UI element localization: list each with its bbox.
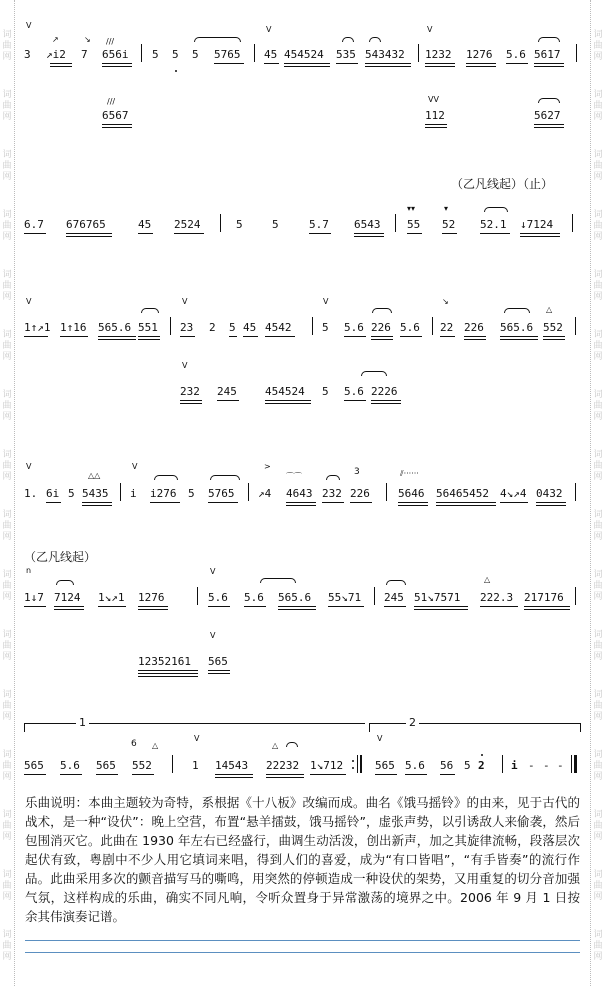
bar-line — [248, 483, 249, 501]
tuplet-mark: 3 — [354, 467, 360, 477]
tremolo-mark: ⫽······ — [400, 469, 419, 478]
watermark-glyph: 词 — [2, 630, 12, 640]
accent-mark: > — [264, 462, 271, 471]
volta-number: 1 — [76, 716, 89, 729]
bar-line — [374, 587, 375, 605]
note-group: 5.6 — [506, 48, 526, 61]
breath-mark: V — [26, 297, 32, 306]
watermark-glyph: 词 — [2, 510, 12, 520]
tremolo-mark: /// — [106, 37, 115, 46]
watermark-glyph: 曲 — [2, 641, 12, 651]
final-bar-line — [574, 755, 577, 773]
note-group: 1↑↗1 — [24, 321, 51, 334]
accent-mark: △△ — [88, 471, 101, 480]
watermark-glyph: 词 — [593, 750, 603, 760]
note-group: 232 — [322, 487, 342, 500]
note-group: 45 — [138, 218, 152, 231]
bar-line — [254, 44, 255, 62]
left-watermark-column — [0, 0, 15, 986]
note-group: 5 — [236, 218, 243, 231]
watermark-glyph: 网 — [593, 892, 603, 902]
note-group: 56 — [440, 759, 454, 772]
note-group: 565.6 — [500, 321, 534, 334]
watermark-glyph: 词 — [2, 690, 12, 700]
watermark-glyph: 曲 — [593, 281, 603, 291]
note-group: 565 — [375, 759, 395, 772]
note-group: 5627 — [534, 109, 561, 122]
watermark-glyph: 词 — [593, 150, 603, 160]
watermark-glyph: 词 — [593, 510, 603, 520]
fingering-mark: 6 — [131, 739, 137, 749]
watermark-glyph: 词 — [593, 450, 603, 460]
note-group: 7124 — [54, 591, 81, 604]
note-group: 565.6 — [98, 321, 132, 334]
fermata-mark: n — [26, 566, 32, 575]
watermark-glyph: 网 — [593, 352, 603, 362]
note-group: 14543 — [215, 759, 249, 772]
watermark-glyph: 曲 — [593, 221, 603, 231]
watermark-glyph: 词 — [593, 270, 603, 280]
note-group: 1276 — [138, 591, 165, 604]
watermark-glyph: 网 — [2, 472, 12, 482]
watermark-glyph: 曲 — [2, 161, 12, 171]
bar-line — [386, 483, 387, 501]
note-group: 656i — [102, 48, 129, 61]
breath-mark: V — [323, 297, 329, 306]
note-group: 543432 — [365, 48, 405, 61]
watermark-glyph: 网 — [2, 52, 12, 62]
watermark-glyph: 词 — [593, 810, 603, 820]
note-group: 552 — [132, 759, 152, 772]
watermark-glyph: 网 — [2, 532, 12, 542]
watermark-glyph: 网 — [593, 772, 603, 782]
note-group: 6i — [46, 487, 60, 500]
watermark-glyph: 网 — [593, 412, 603, 422]
note-group: 1 — [192, 759, 199, 772]
piece-description: 乐曲说明：本曲主题较为奇特，系根据《十八板》改编而成。曲名《饿马摇铃》的由来，见于古代的战术，是一种“设伏”：晚上空营，布置“悬羊擂鼓，饿马摇铃”，虚张声势，以引诱敌人来偷袭，然后包围消灭它。此曲在 1930 年左右已经盛行，曲调生动活泼，创出新声，加之其旋律流畅，段落层次起伏有致，粤剧中不少人用它填词来唱，得到人们的喜爱，成为“有口皆唱”，“有手皆奏”的流行作品。此曲采用多次的颤音描写马的嘶鸣，用突然的停顿造成一种设伏的架势，又用重复的切分音加强气氛，这样构成的乐曲，确实不同凡响，令听众置身于异常激荡的境界之中。2006 年 9 月 1 日按余其伟演奏记谱。 — [25, 795, 580, 924]
note-group: 226 — [464, 321, 484, 334]
note-group: - — [557, 759, 564, 772]
note-group: 112 — [425, 109, 445, 122]
bar-line — [575, 483, 576, 501]
breath-mark: V — [194, 734, 200, 743]
bar-line — [141, 44, 142, 62]
watermark-glyph: 网 — [593, 592, 603, 602]
bar-line — [170, 317, 171, 335]
watermark-glyph: 词 — [593, 630, 603, 640]
watermark-glyph: 曲 — [2, 401, 12, 411]
watermark-glyph: 曲 — [593, 101, 603, 111]
watermark-glyph: 网 — [593, 172, 603, 182]
watermark-glyph: 词 — [593, 30, 603, 40]
note-group: 2 — [478, 759, 485, 772]
note-group: 226 — [350, 487, 370, 500]
note-group: 5 — [68, 487, 75, 500]
note-group: ↗4 — [258, 487, 272, 500]
note-group: 23 — [180, 321, 194, 334]
bar-line — [312, 317, 313, 335]
note-group: 2524 — [174, 218, 201, 231]
watermark-glyph: 曲 — [2, 341, 12, 351]
note-group: 565 — [96, 759, 116, 772]
note-group: 5.7 — [309, 218, 329, 231]
watermark-glyph: 网 — [593, 112, 603, 122]
breath-mark: V — [210, 567, 216, 576]
watermark-glyph: 曲 — [593, 41, 603, 51]
watermark-glyph: 词 — [593, 210, 603, 220]
bar-line — [172, 755, 173, 773]
note-group: 552 — [543, 321, 563, 334]
bar-line — [575, 317, 576, 335]
watermark-glyph: 曲 — [2, 761, 12, 771]
note-group: 56465452 — [436, 487, 489, 500]
note-group: 5617 — [534, 48, 561, 61]
note-group: 4542 — [265, 321, 292, 334]
note-group: 6567 — [102, 109, 129, 122]
watermark-glyph: 词 — [2, 30, 12, 40]
note-group: 565.6 — [278, 591, 312, 604]
watermark-glyph: 网 — [2, 772, 12, 782]
note-group: 245 — [384, 591, 404, 604]
watermark-glyph: 曲 — [2, 221, 12, 231]
note-group: 5.6 — [400, 321, 420, 334]
watermark-glyph: 网 — [2, 112, 12, 122]
watermark-glyph: 曲 — [593, 581, 603, 591]
note-group: 232 — [180, 385, 200, 398]
right-watermark-column — [590, 0, 605, 986]
watermark-glyph: 曲 — [593, 881, 603, 891]
watermark-glyph: 曲 — [2, 941, 12, 951]
watermark-glyph: 词 — [593, 930, 603, 940]
bar-line — [395, 214, 396, 232]
breath-mark: VV — [428, 95, 439, 104]
note-group: 4643 — [286, 487, 313, 500]
note-group: 52.1 — [480, 218, 507, 231]
bar-line — [197, 587, 198, 605]
note-group: 5765 — [214, 48, 241, 61]
note-group: 45 — [243, 321, 257, 334]
watermark-glyph: 网 — [593, 232, 603, 242]
note-group: 5.6 — [60, 759, 80, 772]
note-group: 1↑16 — [60, 321, 87, 334]
note-group: 0432 — [536, 487, 563, 500]
watermark-glyph: 词 — [593, 390, 603, 400]
watermark-glyph: 曲 — [2, 821, 12, 831]
note-group: 5765 — [208, 487, 235, 500]
note-group: 222.3 — [480, 591, 514, 604]
note-group: ↓7124 — [520, 218, 554, 231]
watermark-glyph: 网 — [2, 292, 12, 302]
note-group: 565 — [208, 655, 228, 668]
watermark-glyph: 词 — [593, 690, 603, 700]
watermark-glyph: 网 — [593, 712, 603, 722]
note-group: 5.6 — [344, 385, 364, 398]
note-group: i — [130, 487, 137, 500]
breath-mark: V — [182, 361, 188, 370]
breath-mark: V — [427, 25, 433, 34]
note-group: 1276 — [466, 48, 493, 61]
section-label: （乙凡线起） — [24, 550, 97, 564]
note-group: 2226 — [371, 385, 398, 398]
note-group: 51↘7571 — [414, 591, 461, 604]
note-group: 3 — [24, 48, 31, 61]
bar-line-repeat — [360, 755, 362, 773]
breath-mark: V — [26, 21, 32, 30]
accent-mark: △ — [272, 741, 279, 750]
watermark-glyph: 网 — [593, 52, 603, 62]
divider-rule — [25, 952, 580, 953]
note-group: 454524 — [284, 48, 324, 61]
bar-line — [220, 214, 221, 232]
watermark-glyph: 曲 — [2, 101, 12, 111]
watermark-glyph: 网 — [593, 652, 603, 662]
note-group: 5 — [172, 48, 179, 61]
note-group: 4↘↗4 — [500, 487, 527, 500]
final-bar-line — [571, 755, 572, 773]
note-group: 5 — [192, 48, 199, 61]
breath-mark: V — [26, 462, 32, 471]
watermark-glyph: 网 — [593, 952, 603, 962]
bar-line — [432, 317, 433, 335]
note-group: 217176 — [524, 591, 564, 604]
note-group: 676765 — [66, 218, 106, 231]
bar-line — [418, 44, 419, 62]
divider-rule — [25, 940, 580, 941]
watermark-glyph: 曲 — [2, 281, 12, 291]
watermark-glyph: 曲 — [593, 521, 603, 531]
note-group: 5 — [322, 385, 329, 398]
note-group: 55↘71 — [328, 591, 362, 604]
watermark-glyph: 词 — [2, 450, 12, 460]
breath-mark: V — [377, 734, 383, 743]
watermark-glyph: 曲 — [2, 461, 12, 471]
breath-mark: V — [182, 297, 188, 306]
watermark-glyph: 曲 — [593, 461, 603, 471]
note-group: 5435 — [82, 487, 109, 500]
note-group: 1↘712 — [310, 759, 344, 772]
watermark-glyph: 曲 — [2, 521, 12, 531]
watermark-glyph: 网 — [2, 892, 12, 902]
watermark-glyph: 网 — [593, 472, 603, 482]
note-group: - — [543, 759, 550, 772]
bar-line — [576, 44, 577, 62]
watermark-glyph: 网 — [2, 412, 12, 422]
watermark-glyph: 网 — [2, 592, 12, 602]
watermark-glyph: 曲 — [2, 581, 12, 591]
note-group: 5 — [188, 487, 195, 500]
note-group: 226 — [371, 321, 391, 334]
watermark-glyph: 曲 — [593, 341, 603, 351]
note-group: 5.6 — [344, 321, 364, 334]
note-group: 12352161 — [138, 655, 191, 668]
watermark-glyph: 曲 — [593, 821, 603, 831]
bar-line-repeat — [357, 755, 358, 773]
watermark-glyph: 网 — [2, 712, 12, 722]
note-group: 5.6 — [405, 759, 425, 772]
section-label: （乙凡线起）（止） — [451, 177, 554, 191]
note-group: 5 — [322, 321, 329, 334]
ornament-mark: ↗ — [52, 35, 59, 44]
note-group: ↗i2 — [46, 48, 66, 61]
watermark-glyph: 曲 — [593, 401, 603, 411]
watermark-glyph: 词 — [2, 810, 12, 820]
note-group: 5 — [272, 218, 279, 231]
watermark-glyph: 曲 — [2, 701, 12, 711]
watermark-glyph: 曲 — [593, 641, 603, 651]
accent-mark: △ — [152, 741, 159, 750]
bar-line — [502, 755, 503, 773]
watermark-glyph: 词 — [593, 570, 603, 580]
bar-line — [575, 587, 576, 605]
watermark-glyph: 曲 — [593, 701, 603, 711]
note-group: 22232 — [266, 759, 300, 772]
watermark-glyph: 词 — [2, 270, 12, 280]
watermark-glyph: 网 — [593, 532, 603, 542]
note-group: 7 — [81, 48, 88, 61]
note-group: 535 — [336, 48, 356, 61]
watermark-glyph: 词 — [2, 750, 12, 760]
watermark-glyph: 网 — [2, 232, 12, 242]
note-group: 1. — [24, 487, 38, 500]
note-group: i276 — [150, 487, 177, 500]
watermark-glyph: 词 — [2, 870, 12, 880]
watermark-glyph: 词 — [593, 870, 603, 880]
note-group: 1232 — [425, 48, 452, 61]
note-group: 55 — [407, 218, 421, 231]
volta-bracket-2 — [369, 723, 581, 732]
watermark-glyph: 词 — [2, 330, 12, 340]
note-group: 5.6 — [208, 591, 228, 604]
note-group: i — [511, 759, 518, 772]
watermark-glyph: 词 — [593, 90, 603, 100]
watermark-glyph: 词 — [2, 390, 12, 400]
watermark-glyph: 曲 — [2, 881, 12, 891]
note-group: 22 — [440, 321, 454, 334]
note-group: 45 — [264, 48, 278, 61]
note-group: 52 — [442, 218, 456, 231]
watermark-glyph: 网 — [2, 652, 12, 662]
breath-mark: V — [210, 631, 216, 640]
ornament-mark: ▾▾ — [407, 204, 416, 213]
breath-mark: V — [132, 462, 138, 471]
watermark-glyph: 网 — [2, 172, 12, 182]
watermark-glyph: 网 — [593, 292, 603, 302]
watermark-glyph: 词 — [2, 90, 12, 100]
ornament-mark: ↘ — [442, 297, 449, 306]
watermark-glyph: 词 — [593, 330, 603, 340]
note-group: 1↘↗1 — [98, 591, 125, 604]
watermark-glyph: 网 — [593, 832, 603, 842]
note-group: 454524 — [265, 385, 305, 398]
watermark-glyph: 词 — [2, 930, 12, 940]
bar-line — [120, 483, 121, 501]
note-group: 2 — [209, 321, 216, 334]
bar-line — [572, 214, 573, 232]
ornament-mark: ↘ — [84, 35, 91, 44]
breath-mark: V — [266, 25, 272, 34]
watermark-glyph: 曲 — [593, 161, 603, 171]
watermark-glyph: 曲 — [593, 761, 603, 771]
note-group: 5.6 — [244, 591, 264, 604]
watermark-glyph: 词 — [2, 210, 12, 220]
watermark-glyph: 词 — [2, 570, 12, 580]
watermark-glyph: 网 — [2, 352, 12, 362]
note-group: - — [528, 759, 535, 772]
note-group: 565 — [24, 759, 44, 772]
accent-mark: △ — [546, 305, 553, 314]
note-group: 6543 — [354, 218, 381, 231]
watermark-glyph: 网 — [2, 952, 12, 962]
watermark-glyph: 曲 — [593, 941, 603, 951]
tremolo-mark: /// — [107, 97, 116, 106]
note-group: 551 — [138, 321, 158, 334]
ornament-mark: ⌒⌒ — [286, 472, 302, 481]
note-group: 1↓7 — [24, 591, 44, 604]
note-group: 5 — [464, 759, 471, 772]
watermark-glyph: 词 — [2, 150, 12, 160]
ornament-mark: ▾ — [444, 204, 449, 213]
note-group: 6.7 — [24, 218, 44, 231]
volta-number: 2 — [406, 716, 419, 729]
note-group: 5646 — [398, 487, 425, 500]
note-group: 245 — [217, 385, 237, 398]
note-group: 5 — [152, 48, 159, 61]
watermark-glyph: 网 — [2, 832, 12, 842]
accent-mark: △ — [484, 575, 491, 584]
watermark-glyph: 曲 — [2, 41, 12, 51]
note-group: 5 — [229, 321, 236, 334]
